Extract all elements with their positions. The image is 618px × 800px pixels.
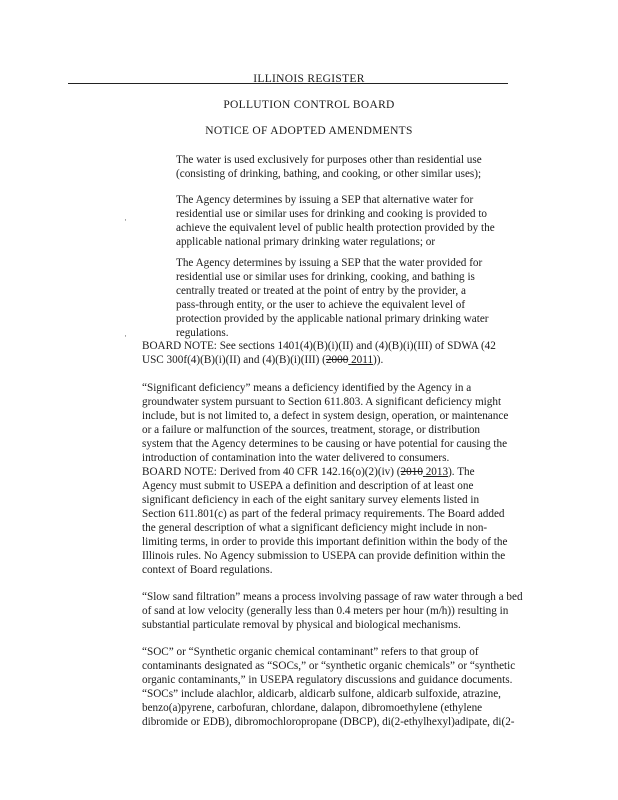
deleted-year: 2010 bbox=[400, 466, 423, 478]
board-note-2-line bbox=[142, 465, 475, 479]
para3-line: pass-through entity, or the user to achieve the equivalent level of bbox=[176, 299, 466, 311]
significant-deficiency-line: introduction of contamination into the water delivered to consumers. bbox=[142, 452, 450, 464]
para1-line: (consisting of drinking, bathing, and cooking, or other similar uses); bbox=[176, 168, 482, 180]
citation-text: )). bbox=[373, 354, 384, 366]
para2-line: residential use or similar uses for drinking and cooking is provided to bbox=[176, 208, 488, 220]
significant-deficiency-line: or a failure or malfunction of the sources, treatment, storage, or distribution bbox=[142, 424, 481, 436]
register-title: ILLINOIS REGISTER bbox=[253, 73, 365, 85]
board-note-2-line: the general description of what a significant deficiency might include in non- bbox=[142, 522, 488, 534]
margin-mark: · bbox=[124, 331, 127, 341]
inserted-year: 2011 bbox=[351, 354, 374, 366]
significant-deficiency-line: groundwater system pursuant to Section 611.803. A significant deficiency might bbox=[142, 396, 502, 408]
para2-line: applicable national primary drinking water regulations; or bbox=[176, 236, 436, 248]
board-note-2-line: Illinois rules. No Agency submission to USEPA can provide definition within the bbox=[142, 550, 506, 562]
significant-deficiency-line: system that the Agency determines to be causing or have potential for causing the bbox=[142, 438, 508, 450]
para3-line: protection provided by the applicable national primary drinking water bbox=[176, 313, 489, 325]
soc-line: dibromide or EDB), dibromochloropropane (DBCP), di(2-ethylhexyl)adipate, di(2- bbox=[142, 716, 515, 728]
board-note-2-line: context of Board regulations. bbox=[142, 564, 273, 576]
para2-line: achieve the equivalent level of public health protection provided by the bbox=[176, 222, 495, 234]
soc-line: “SOCs” include alachlor, aldicarb, aldicarb sulfone, aldicarb sulfoxide, atrazine, bbox=[142, 688, 501, 700]
soc-line: “SOC” or “Synthetic organic chemical contaminant” refers to that group of bbox=[142, 646, 479, 658]
board-note-1-line: BOARD NOTE: See sections 1401(4)(B)(i)(II) and (4)(B)(i)(III) of SDWA (42 bbox=[142, 340, 496, 352]
para3-line: The Agency determines by issuing a SEP that the water provided for bbox=[176, 257, 483, 269]
board-note-1-line bbox=[142, 353, 383, 367]
slow-sand-line: substantial particulate removal by physical and biological mechanisms. bbox=[142, 619, 461, 631]
soc-line: contaminants designated as “SOCs,” or “synthetic organic chemicals” or “synthetic bbox=[142, 660, 516, 672]
significant-deficiency-line: “Significant deficiency” means a deficiency identified by the Agency in a bbox=[142, 382, 472, 394]
deleted-year: 2000 bbox=[325, 354, 349, 366]
para1-line: The water is used exclusively for purposes other than residential use bbox=[176, 154, 482, 166]
board-title: POLLUTION CONTROL BOARD bbox=[223, 99, 395, 111]
slow-sand-line: “Slow sand filtration” means a process involving passage of raw water through a bed bbox=[142, 591, 523, 603]
board-note-2-line: significant deficiency in each of the eight sanitary survey elements listed in bbox=[142, 494, 480, 506]
board-note-2-line: limiting terms, in order to provide this important definition within the body of the bbox=[142, 536, 508, 548]
para3-line: centrally treated or treated at the point of entry by the provider, a bbox=[176, 285, 466, 297]
citation-text: ). The bbox=[448, 466, 475, 478]
board-note-2-line: Section 611.801(c) as part of the federal primacy requirements. The Board added bbox=[142, 508, 505, 520]
board-note-2-line: Agency must submit to USEPA a definition and description of at least one bbox=[142, 480, 474, 492]
soc-line: organic contaminants,” in USEPA regulatory discussions and guidance documents. bbox=[142, 674, 513, 686]
margin-mark: · bbox=[124, 215, 127, 225]
para2-line: The Agency determines by issuing a SEP that alternative water for bbox=[176, 194, 474, 206]
inserted-year: 2013 bbox=[425, 466, 449, 478]
citation-text: BOARD NOTE: Derived from 40 CFR 142.16(o)(2)(iv) ( bbox=[142, 466, 401, 478]
significant-deficiency-line: include, but is not limited to, a defect in system design, operation, or maintenance bbox=[142, 410, 509, 422]
slow-sand-line: of sand at low velocity (generally less than 0.4 meters per hour (m/h)) resulting in bbox=[142, 605, 509, 617]
para3-line: residential use or similar uses for drinking, cooking, and bathing is bbox=[176, 271, 475, 283]
citation-text: USC 300f(4)(B)(i)(II) and (4)(B)(i)(III) ( bbox=[142, 354, 326, 366]
notice-title: NOTICE OF ADOPTED AMENDMENTS bbox=[205, 125, 413, 137]
soc-line: benzo(a)pyrene, carbofuran, chlordane, dalapon, dibromoethylene (ethylene bbox=[142, 702, 483, 714]
para3-line: regulations. bbox=[176, 327, 229, 339]
